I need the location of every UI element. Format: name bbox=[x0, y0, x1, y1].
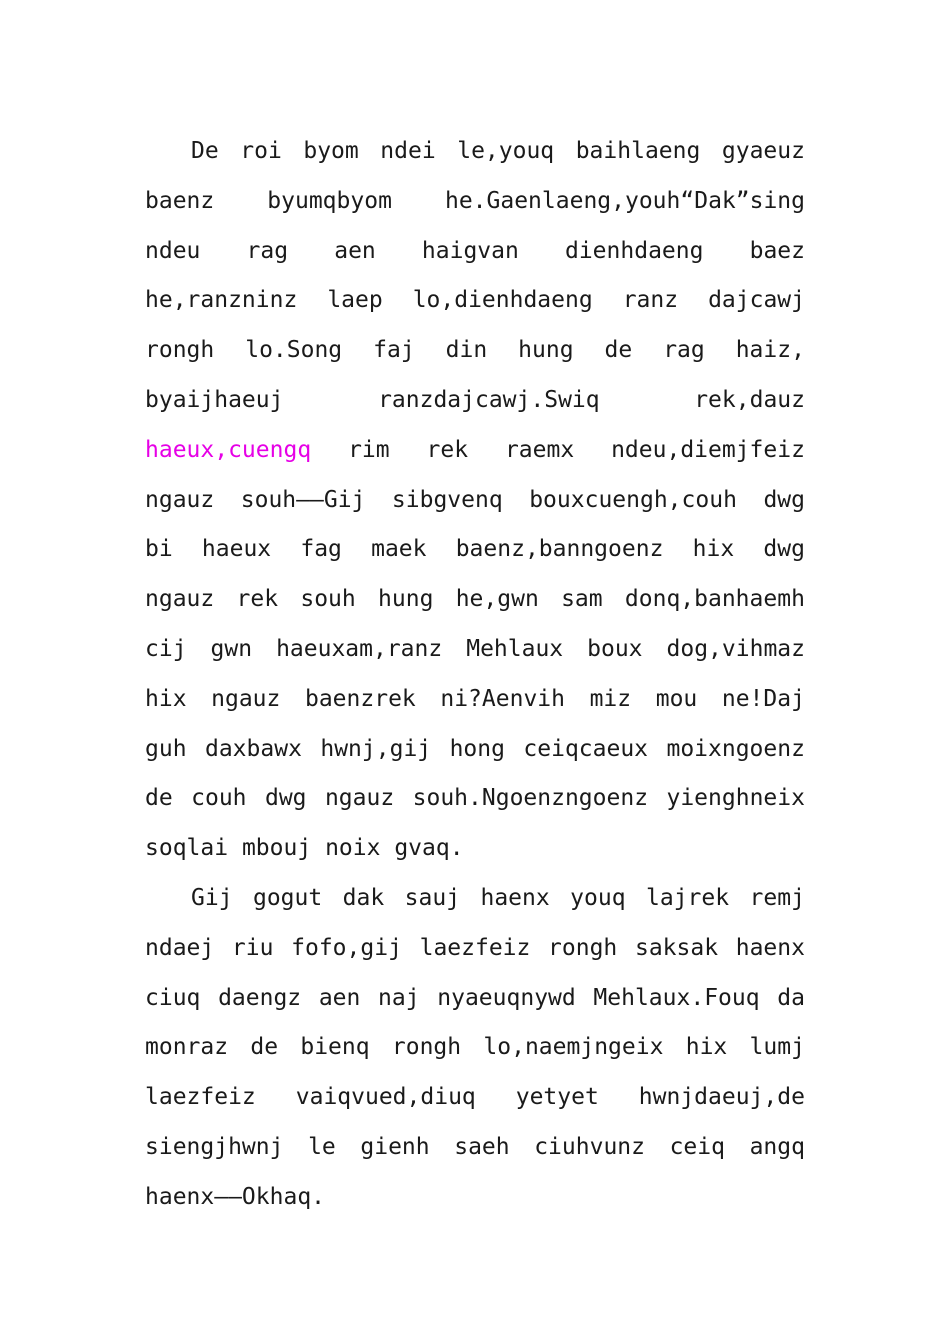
text-word: lo,dienhdaeng bbox=[412, 287, 593, 314]
text-word: le,youq bbox=[457, 138, 555, 164]
text-word: ndei bbox=[380, 138, 436, 164]
text-word: gvaq. bbox=[394, 835, 464, 862]
text-line bbox=[145, 1023, 805, 1073]
text-line bbox=[145, 227, 805, 277]
text-word: roi bbox=[240, 138, 282, 164]
text-word: dwg bbox=[763, 536, 805, 563]
text-word: byumqbyom bbox=[267, 187, 392, 214]
text-word: haenx——Okhaq. bbox=[145, 1183, 326, 1210]
text-word: hung bbox=[378, 586, 434, 613]
text-word: naj bbox=[378, 984, 420, 1011]
text-word: baenz,banngoenz bbox=[455, 536, 664, 563]
text-word: lo.Song bbox=[245, 337, 343, 364]
text-word: ceiqcaeux bbox=[523, 735, 649, 762]
text-line bbox=[145, 326, 805, 376]
text-word: rim bbox=[348, 436, 390, 463]
text-word: saksak bbox=[634, 934, 719, 961]
text-word: fag bbox=[300, 536, 342, 563]
text-word: ngauz bbox=[145, 486, 215, 513]
highlighted-word: haeux,cuengq bbox=[145, 436, 312, 463]
text-word: ne!Daj bbox=[721, 685, 805, 712]
text-word: vaiqvued,diuq bbox=[295, 1084, 476, 1111]
text-word: mou bbox=[655, 685, 698, 712]
text-word: dajcawj bbox=[708, 287, 805, 314]
text-word: souh——Gij bbox=[240, 486, 366, 513]
text-word: hix bbox=[692, 536, 735, 563]
text-word: he,gwn bbox=[455, 586, 539, 613]
text-line bbox=[145, 874, 805, 924]
text-word: ranz bbox=[622, 287, 679, 314]
text-line bbox=[145, 725, 805, 775]
text-word: ngauz bbox=[211, 685, 281, 712]
text-line bbox=[145, 376, 805, 426]
text-word: haeuxam,ranz bbox=[276, 635, 443, 662]
text-word: gienh bbox=[360, 1133, 430, 1160]
text-line bbox=[145, 1173, 805, 1223]
text-line bbox=[145, 824, 805, 874]
text-line bbox=[145, 1073, 805, 1123]
text-word: maek bbox=[371, 536, 427, 563]
text-word: ndeu,diemjfeiz bbox=[611, 436, 805, 463]
text-line bbox=[145, 575, 805, 625]
text-word: ngauz bbox=[145, 586, 215, 613]
text-word: riu bbox=[231, 934, 274, 961]
text-word: rek,dauz bbox=[694, 386, 805, 413]
text-word: guh bbox=[145, 735, 187, 762]
text-word: hung bbox=[518, 337, 574, 364]
text-word: dwg bbox=[264, 785, 307, 812]
text-line bbox=[145, 426, 805, 476]
text-line bbox=[145, 127, 805, 177]
text-word: lumj bbox=[749, 1034, 805, 1061]
text-word: dwg bbox=[763, 486, 805, 513]
text-word: daxbawx bbox=[204, 735, 302, 762]
text-word: ciuq bbox=[145, 984, 201, 1011]
text-word: raemx bbox=[504, 436, 575, 463]
text-word: youq bbox=[570, 884, 626, 911]
text-word: gogut bbox=[252, 884, 323, 911]
text-word: haiz, bbox=[735, 337, 805, 364]
text-word: souh.Ngoenzngoenz bbox=[412, 785, 649, 812]
text-word: ranzdajcawj.Swiq bbox=[378, 386, 600, 413]
text-word: hong bbox=[449, 735, 505, 762]
text-word: nyaeuqnywd bbox=[437, 984, 576, 1011]
text-word: yetyet bbox=[515, 1084, 599, 1111]
text-word: yienghneix bbox=[666, 785, 805, 812]
text-word: couh bbox=[191, 785, 247, 812]
text-line bbox=[145, 276, 805, 326]
text-word: haenx bbox=[480, 884, 550, 911]
text-word: dienhdaeng bbox=[564, 237, 704, 264]
text-word: monraz bbox=[145, 1034, 229, 1061]
text-word: rag bbox=[246, 237, 289, 264]
text-word: saeh bbox=[454, 1133, 510, 1160]
text-word: dog,vihmaz bbox=[666, 635, 805, 662]
text-word: hix bbox=[685, 1034, 728, 1061]
text-word: moixngoenz bbox=[666, 735, 805, 762]
text-word: lo,naemjngeix bbox=[483, 1034, 664, 1061]
text-word: da bbox=[777, 984, 805, 1011]
text-line bbox=[145, 476, 805, 526]
text-word: hwnjdaeuj,de bbox=[638, 1084, 805, 1111]
text-word: bouxcuengh,couh bbox=[529, 486, 737, 513]
text-word: gyaeuz bbox=[721, 138, 805, 164]
text-word: sam bbox=[561, 586, 603, 613]
text-word: mbouj bbox=[241, 835, 312, 862]
text-word: byom bbox=[303, 138, 359, 164]
text-word: remj bbox=[749, 884, 805, 911]
text-line bbox=[145, 924, 805, 974]
word-space bbox=[228, 824, 242, 874]
text-word: byaijhaeuj bbox=[145, 386, 284, 413]
text-word: lajrek bbox=[646, 884, 730, 911]
text-word: gwn bbox=[210, 635, 253, 662]
text-word: baenz bbox=[145, 187, 215, 214]
text-line bbox=[145, 974, 805, 1024]
text-word: hwnj,gij bbox=[320, 735, 432, 762]
text-word: de bbox=[145, 785, 173, 812]
body-text bbox=[145, 127, 805, 1223]
text-word: laezfeiz bbox=[145, 1084, 256, 1111]
text-word: donq,banhaemh bbox=[624, 586, 805, 613]
text-line bbox=[145, 625, 805, 675]
text-word: angq bbox=[749, 1133, 805, 1160]
text-word: ceiq bbox=[669, 1133, 725, 1160]
text-word: siengjhwnj bbox=[145, 1133, 284, 1160]
text-word: daengz bbox=[218, 984, 302, 1011]
text-word: ndeu bbox=[145, 237, 201, 264]
text-word: de bbox=[604, 337, 633, 364]
text-word: cij bbox=[145, 635, 187, 662]
text-word: ndaej bbox=[145, 934, 215, 961]
text-word: hix bbox=[145, 685, 187, 712]
text-line bbox=[145, 774, 805, 824]
text-line bbox=[145, 1123, 805, 1173]
text-word: rek bbox=[426, 436, 469, 463]
text-word: le bbox=[308, 1133, 336, 1160]
text-word: rongh bbox=[391, 1034, 462, 1061]
text-word: he.Gaenlaeng,youh“Dak”sing bbox=[444, 187, 805, 214]
text-word: aen bbox=[334, 237, 376, 264]
text-word: rag bbox=[663, 337, 705, 364]
text-line bbox=[145, 675, 805, 725]
text-word: miz bbox=[589, 685, 632, 712]
text-word: ciuhvunz bbox=[534, 1133, 645, 1160]
text-word: baihlaeng bbox=[575, 138, 701, 164]
text-word: baenzrek bbox=[304, 685, 416, 712]
text-word: Mehlaux bbox=[466, 635, 564, 662]
text-word: souh bbox=[300, 586, 356, 613]
text-word: ngauz bbox=[324, 785, 395, 812]
text-word: din bbox=[445, 337, 488, 364]
text-word: rek bbox=[236, 586, 279, 613]
text-word: haeux bbox=[201, 536, 272, 563]
text-word: laep bbox=[327, 287, 383, 314]
text-word: de bbox=[250, 1034, 279, 1061]
text-word: he,ranzninz bbox=[145, 287, 298, 314]
text-word: boux bbox=[587, 635, 643, 662]
text-word: soqlai bbox=[145, 835, 229, 862]
text-word: rongh bbox=[145, 337, 215, 364]
text-word: aen bbox=[318, 984, 361, 1011]
text-word: bi bbox=[145, 536, 173, 563]
text-word: ni?Aenvih bbox=[440, 685, 565, 712]
text-word: Gij bbox=[191, 884, 233, 911]
text-word: bienq bbox=[300, 1034, 370, 1061]
text-word: fofo,gij bbox=[291, 934, 402, 961]
text-word: Mehlaux.Fouq bbox=[593, 984, 760, 1011]
text-word: baez bbox=[749, 237, 805, 264]
text-word: haenx bbox=[735, 934, 805, 961]
text-word: faj bbox=[373, 337, 415, 364]
text-word: laezfeiz bbox=[419, 934, 531, 961]
word-space bbox=[311, 824, 325, 874]
text-word: sauj bbox=[404, 884, 461, 911]
text-line bbox=[145, 525, 805, 575]
text-word: De bbox=[191, 138, 219, 164]
text-word: noix bbox=[325, 835, 381, 862]
text-word: haigvan bbox=[421, 237, 519, 264]
text-word: rongh bbox=[548, 934, 618, 961]
text-line bbox=[145, 177, 805, 227]
word-space bbox=[380, 824, 394, 874]
text-word: sibgvenq bbox=[391, 486, 503, 513]
text-word: dak bbox=[342, 884, 385, 911]
